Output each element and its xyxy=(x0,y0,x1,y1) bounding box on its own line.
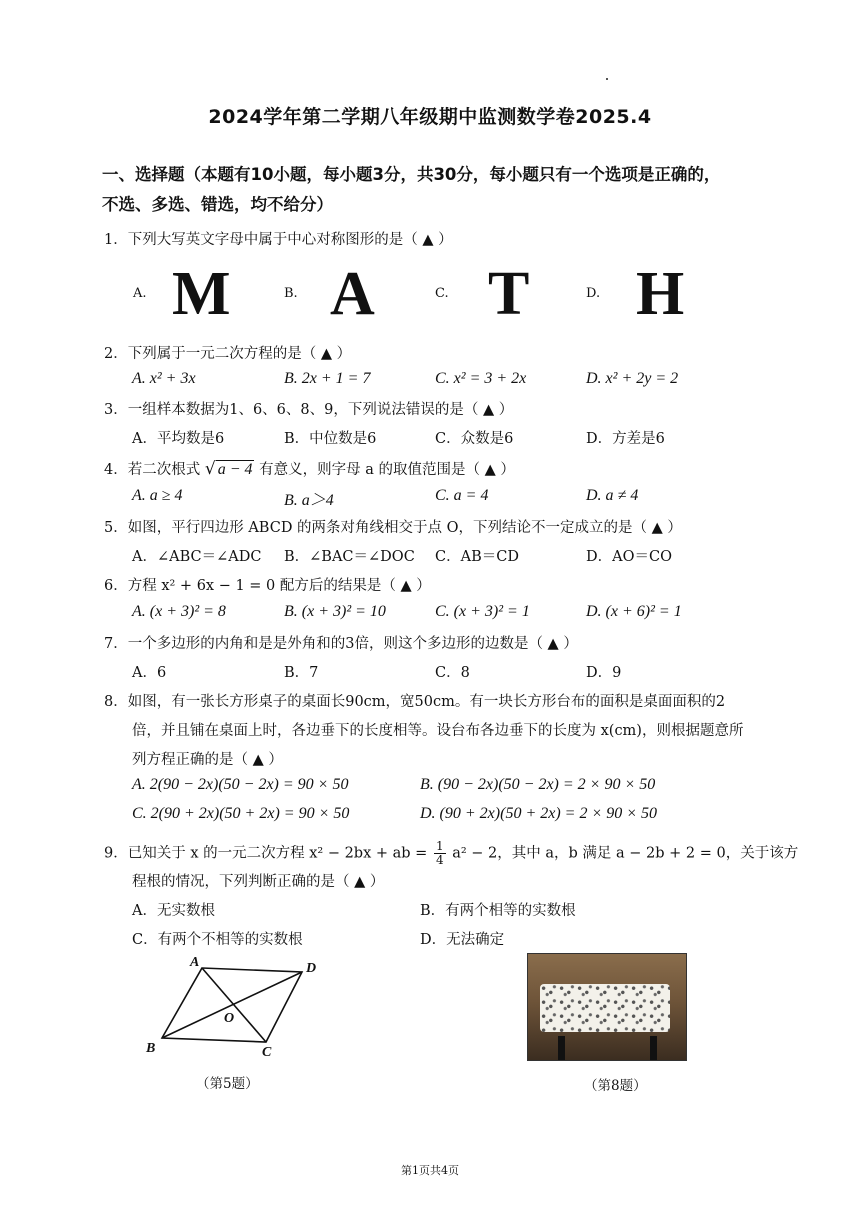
q7-option-c: C．8 xyxy=(435,665,470,681)
page-footer: 第1页共4页 xyxy=(401,1164,459,1177)
q1-option-d-letter: H xyxy=(636,260,685,328)
q6-option-a: A. (x + 3)² = 8 xyxy=(132,603,226,620)
q3-option-c: C．众数是6 xyxy=(435,431,514,447)
table-leg xyxy=(650,1036,657,1060)
q7-option-d: D．9 xyxy=(586,665,622,681)
q1-option-d-label: D. xyxy=(586,286,601,301)
question-4-stem xyxy=(104,458,515,479)
q2-option-c: C. x² = 3 + 2x xyxy=(435,370,527,387)
point-o-label: O xyxy=(224,1011,235,1026)
question-3-stem: 3．一组样本数据为1、6、6、8、9，下列说法错误的是（ ▲ ） xyxy=(104,402,514,418)
q1-option-c-letter: T xyxy=(488,260,530,328)
question-5-stem: 5．如图，平行四边形 ABCD 的两条对角线相交于点 O，下列结论不一定成立的是（ ▲ ） xyxy=(104,520,682,536)
point-c-label: C xyxy=(262,1045,272,1060)
q1-option-c-label: C. xyxy=(435,286,449,301)
diagonal-ac xyxy=(202,968,266,1042)
q2-option-b: B. 2x + 1 = 7 xyxy=(284,370,371,387)
page-title: 2024学年第二学期八年级期中监测数学卷2025.4 xyxy=(208,106,652,128)
figure-8-caption: （第8题） xyxy=(584,1078,647,1094)
q4-option-d: D. a ≠ 4 xyxy=(586,487,639,504)
q6-option-b: B. (x + 3)² = 10 xyxy=(284,603,386,620)
q4-option-b: B. a＞4 xyxy=(284,492,334,509)
diagonal-bd xyxy=(162,972,302,1038)
point-b-label: B xyxy=(146,1041,156,1056)
q6-option-d: D. (x + 6)² = 1 xyxy=(586,603,682,620)
sqrt-icon: √ xyxy=(204,459,216,479)
q5-option-c: C．AB＝CD xyxy=(435,549,519,565)
table-leg xyxy=(558,1036,565,1060)
question-9-line2: 程根的情况，下列判断正确的是（ ▲ ） xyxy=(132,874,385,890)
q9-option-c: C．有两个不相等的实数根 xyxy=(132,932,303,948)
q7-option-b: B．7 xyxy=(284,665,319,681)
figure-8-table-photo xyxy=(527,953,687,1061)
q9-option-b: B．有两个相等的实数根 xyxy=(420,903,576,919)
q9-option-d: D．无法确定 xyxy=(420,932,505,948)
q5-option-b: B．∠BAC＝∠DOC xyxy=(284,549,415,565)
q4-option-c: C. a = 4 xyxy=(435,487,489,504)
q3-option-b: B．中位数是6 xyxy=(284,431,377,447)
q4-stem-part2: 有意义，则字母 a 的取值范围是（ ▲ ） xyxy=(259,462,515,478)
question-7-stem: 7．一个多边形的内角和是是外角和的3倍，则这个多边形的边数是（ ▲ ） xyxy=(104,636,578,652)
question-9-line1 xyxy=(104,840,798,867)
question-6-stem: 6．方程 x² + 6x − 1 = 0 配方后的结果是（ ▲ ） xyxy=(104,578,431,594)
q8-option-a: A. 2(90 − 2x)(50 − 2x) = 90 × 50 xyxy=(132,776,349,793)
question-8-line3: 列方程正确的是（ ▲ ） xyxy=(132,752,283,768)
q9-line1-part2: a² − 2，其中 a，b 满足 a − 2b + 2 = 0，关于该方 xyxy=(452,845,799,862)
section-heading-line2: 不选、多选、错选，均不给分） xyxy=(102,195,333,214)
q3-option-a: A．平均数是6 xyxy=(132,431,225,447)
q5-option-d: D．AO＝CO xyxy=(586,549,672,565)
q9-fraction-denominator: 4 xyxy=(435,853,444,867)
q2-option-d: D. x² + 2y = 2 xyxy=(586,370,679,387)
q1-option-a-label: A. xyxy=(133,286,147,301)
q9-option-a: A．无实数根 xyxy=(132,903,215,919)
question-8-line2: 倍，并且铺在桌面上时，各边垂下的长度相等。设台布各边垂下的长度为 x(cm)，则根据题意所 xyxy=(132,723,744,739)
figure-5-caption: （第5题） xyxy=(196,1076,259,1092)
q9-line1-part1: 9．已知关于 x 的一元二次方程 x² − 2bx + ab = xyxy=(104,845,428,862)
q9-fraction xyxy=(434,840,446,867)
question-2-stem: 2．下列属于一元二次方程的是（ ▲ ） xyxy=(104,346,352,362)
q4-option-a: A. a ≥ 4 xyxy=(132,487,183,504)
q8-option-c: C. 2(90 + 2x)(50 + 2x) = 90 × 50 xyxy=(132,805,350,822)
point-d-label: D xyxy=(306,961,317,976)
q1-option-a-letter: M xyxy=(172,260,231,328)
q9-fraction-numerator: 1 xyxy=(435,839,444,853)
q4-stem-part1: 4．若二次根式 xyxy=(104,462,201,478)
q4-radicand: a − 4 xyxy=(217,461,253,478)
scan-dot xyxy=(606,78,608,80)
q7-option-a: A．6 xyxy=(132,665,167,681)
q8-option-d: D. (90 + 2x)(50 + 2x) = 2 × 90 × 50 xyxy=(420,805,658,822)
figure-5-parallelogram xyxy=(140,950,330,1065)
section-heading xyxy=(102,160,782,220)
tablecloth-image xyxy=(540,984,670,1032)
q5-option-a: A．∠ABC＝∠ADC xyxy=(132,549,262,565)
question-8-line1: 8．如图，有一张长方形桌子的桌面长90cm，宽50cm。有一块长方形台布的面积是桌面面积的2 xyxy=(104,694,726,710)
q1-option-b-label: B. xyxy=(284,286,298,301)
question-1-stem: 1．下列大写英文字母中属于中心对称图形的是（ ▲ ） xyxy=(104,232,453,248)
section-heading-line1: 一、选择题（本题有10小题，每小题3分，共30分，每小题只有一个选项是正确的， xyxy=(102,165,721,184)
point-a-label: A xyxy=(190,955,200,970)
q8-option-b: B. (90 − 2x)(50 − 2x) = 2 × 90 × 50 xyxy=(420,776,656,793)
q1-option-b-letter: A xyxy=(330,260,375,328)
q2-option-a: A. x² + 3x xyxy=(132,370,196,387)
q6-option-c: C. (x + 3)² = 1 xyxy=(435,603,530,620)
q3-option-d: D．方差是6 xyxy=(586,431,665,447)
